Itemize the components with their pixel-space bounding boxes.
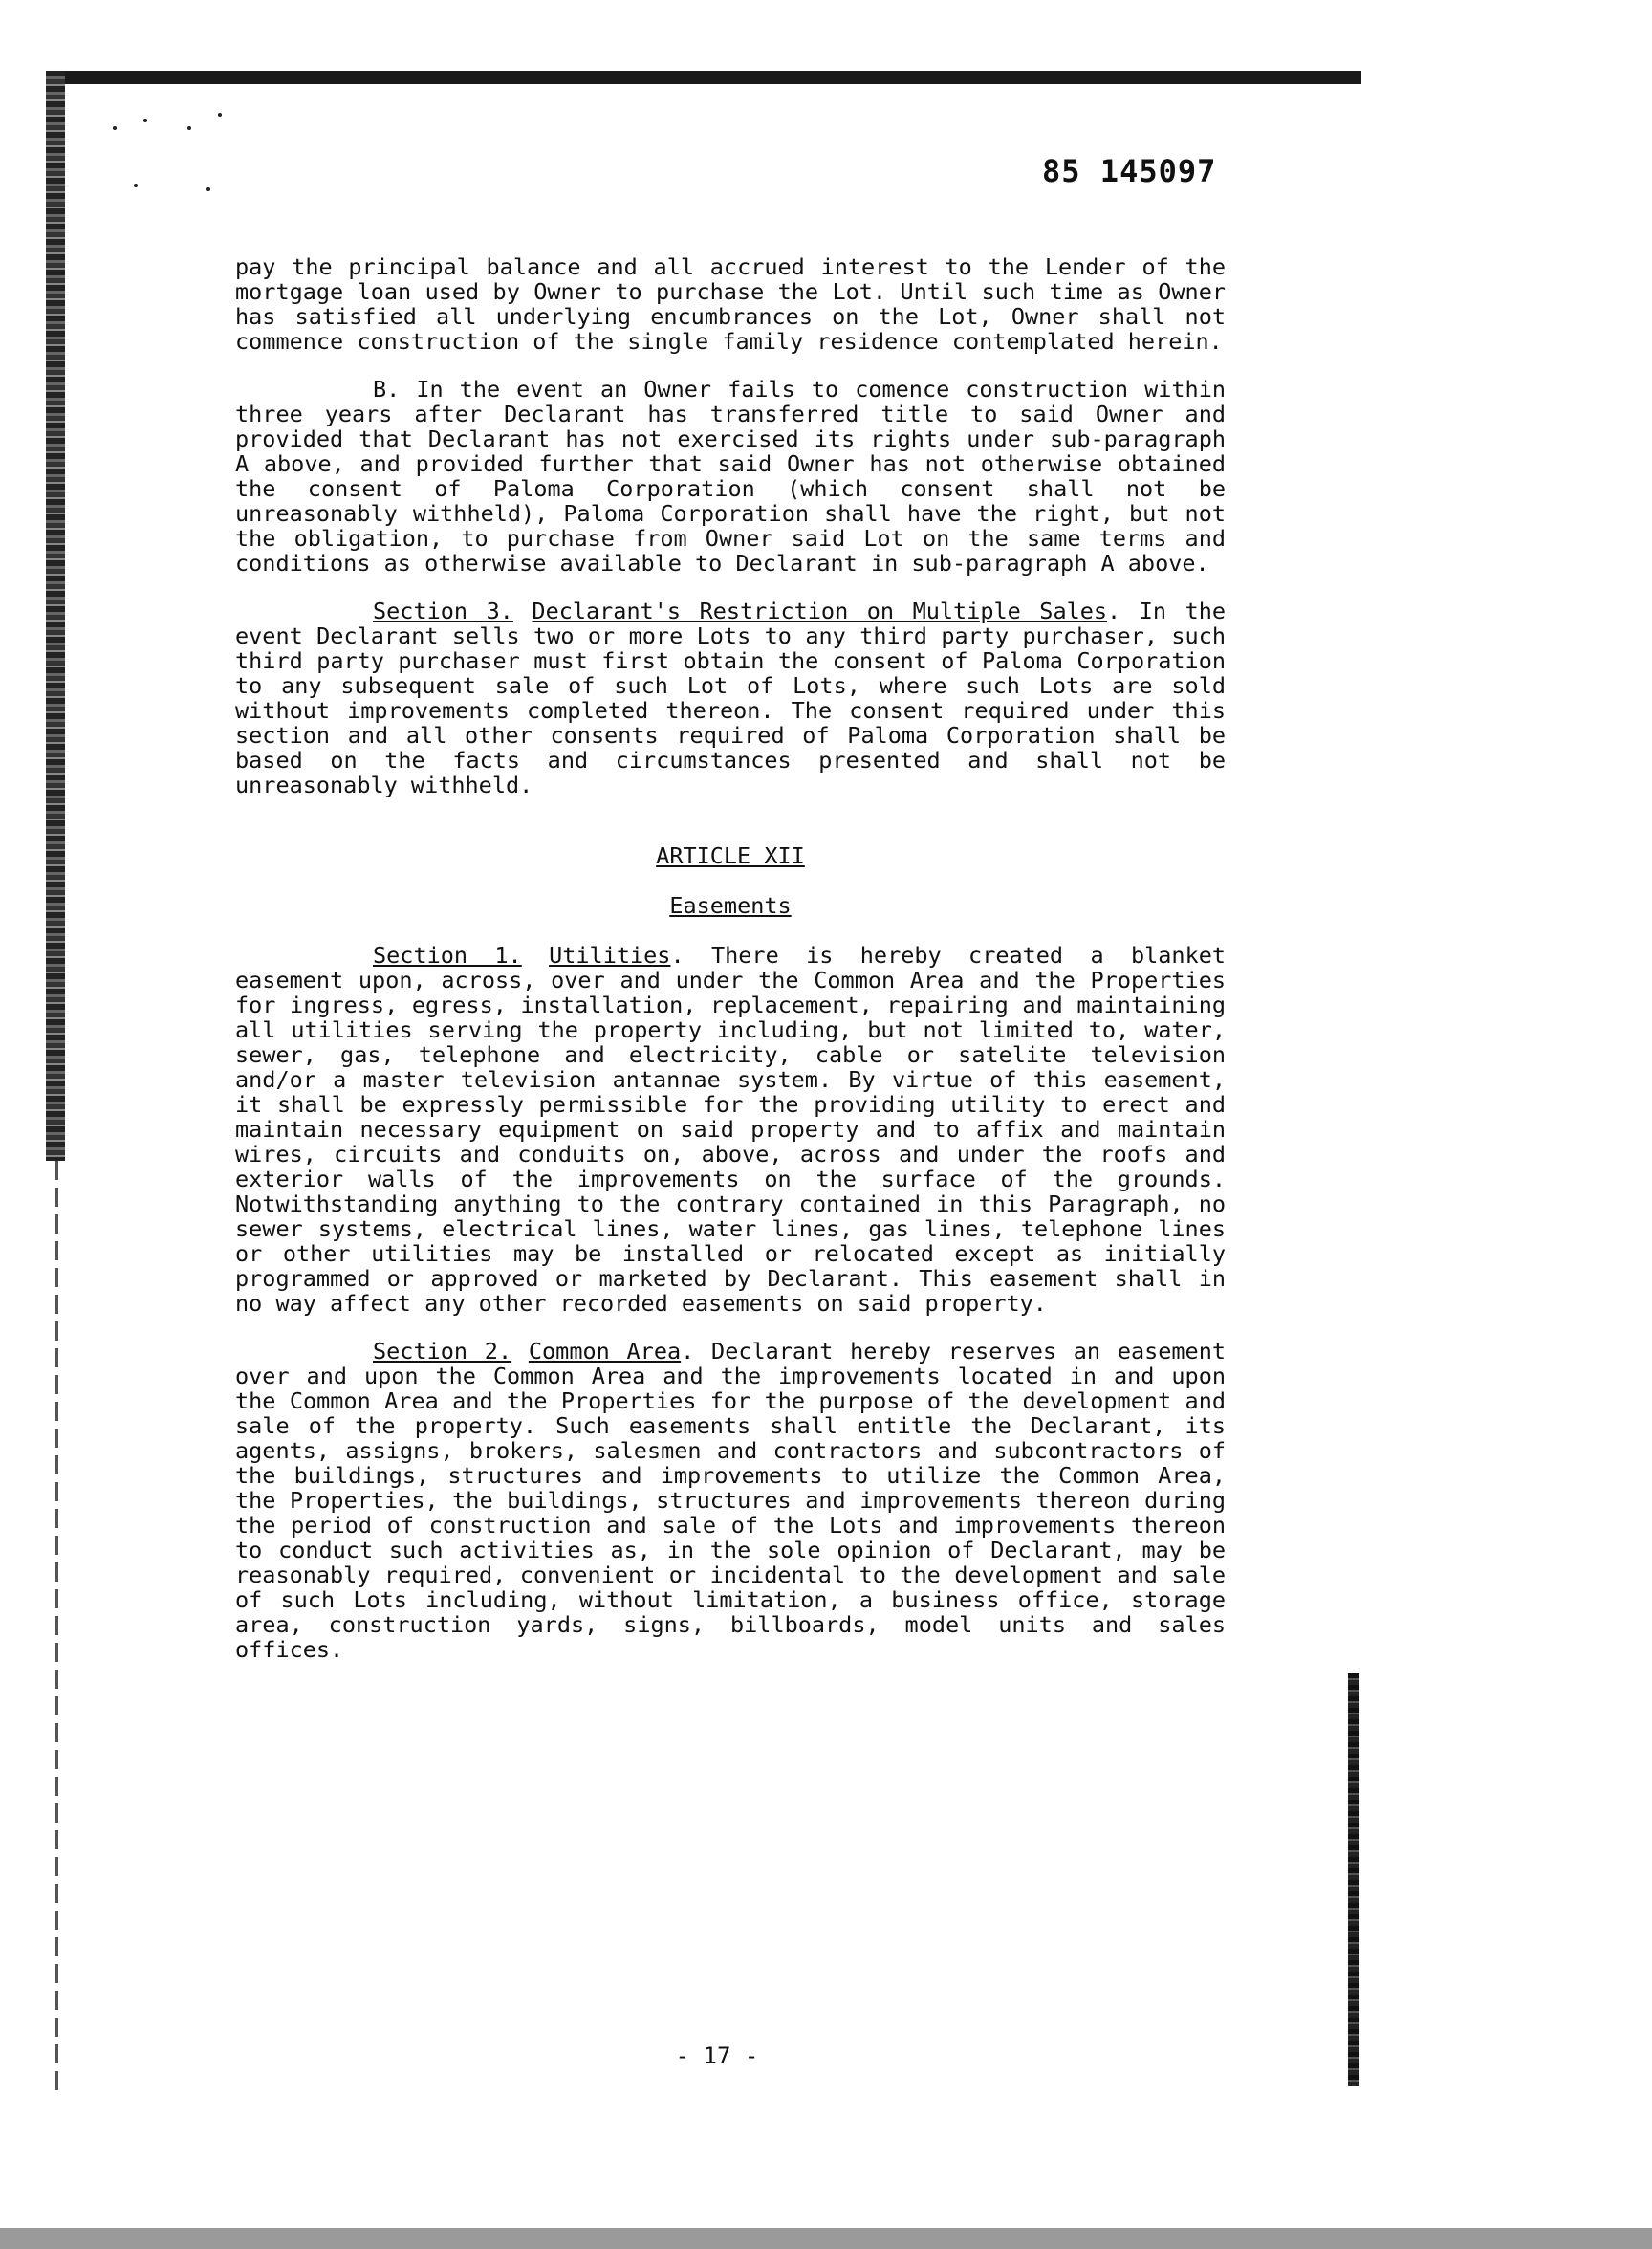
paragraph-continuation: pay the principal balance and all accrued interest to the Lender of the mortgage loan used by Owner to purchase the Lot. Until such time as Owner has satisfied all underlying encumbrances on the Lot, Owner shall not commence construction of the single family residence contemplated herein. <box>235 253 1226 355</box>
scan-border-top <box>46 71 1361 84</box>
page-body <box>235 254 1226 1685</box>
scan-border-right <box>1348 1673 1359 2086</box>
section-1-heading: Utilities <box>549 942 671 969</box>
scan-speck <box>134 184 138 187</box>
section-2-label: Section 2. <box>373 1338 512 1365</box>
scan-border-left <box>46 71 65 1161</box>
scan-speck <box>113 126 117 130</box>
article-subtitle: Easements <box>669 892 792 919</box>
article-title-line <box>235 843 1226 868</box>
article-title: ARTICLE XII <box>656 842 805 869</box>
scan-speck <box>206 187 210 191</box>
scan-border-left-thin <box>55 1161 58 2098</box>
section-2-text: Declarant hereby reserves an easement over and upon the Common Area and the improvements located in and upon the Common Area and the Properties for the purpose of the development and sale of the property. Such easements shall entitle the Declarant, its agents, assigns, brokers, salesmen and contractors and subcontractors of the buildings, structures and improvements to utilize the Common Area, the Properties, the buildings, structures and improvements thereon during the period of construction and sale of the Lots and improvements thereon to conduct such activities as, in the sole opinion of Declarant, may be reasonably required, convenient or incidental to the development and sale of such Lots including, without limitation, a business office, storage area, construction yards, signs, billboards, model units and sales offices. <box>235 1338 1226 1663</box>
section-2-paragraph: Section 2. Common Area. Declarant hereby reserves an easement over and upon the Common Area and the improvements located in and upon the Common Area and the Properties for the purpose of the development and sale of the property. Such easements shall entitle the Declarant, its agents, assigns, brokers, salesmen and contractors and subcontractors of the buildings, structures and improvements to utilize the Common Area, the Properties, the buildings, structures and improvements thereon during the period of construction and sale of the Lots and improvements thereon to conduct such activities as, in the sole opinion of Declarant, may be reasonably required, convenient or incidental to the development and sale of such Lots including, without limitation, a business office, storage area, construction yards, signs, billboards, model units and sales offices. <box>235 1338 1226 1663</box>
section-1-label: Section 1. <box>373 942 522 969</box>
scan-border-bottom <box>0 2228 1652 2249</box>
section-2-heading: Common Area <box>528 1338 682 1365</box>
section-1-paragraph: Section 1. Utilities. There is hereby created a blanket easement upon, across, over and under the Common Area and the Properties for ingress, egress, installation, replacement, repairing and maintaining all utilities serving the property including, but not limited to, water, sewer, gas, telephone and electricity, cable or satelite television and/or a master television antannae system. By virtue of this easement, it shall be expressly permissible for the providing utility to erect and maintain necessary equipment on said property and to affix and maintain wires, circuits and conduits on, above, across and under the roofs and exterior walls of the improvements on the surface of the grounds. Notwithstanding anything to the contrary contained in this Paragraph, no sewer systems, electrical lines, water lines, gas lines, telephone lines or other utilities may be installed or relocated except as initially programmed or approved or marketed by Declarant. This easement shall in no way affect any other recorded easements on said property. <box>235 942 1227 1317</box>
section-3-paragraph: Section 3. Declarant's Restriction on Multiple Sales. In the event Declarant sells two or more Lots to any third party purchaser, such third party purchaser must first obtain the consent of Paloma Corporation to any subsequent sale of such Lot of Lots, where such Lots are sold without improvements completed thereon. The consent required under this section and all other consents required of Paloma Corporation shall be based on the facts and circumstances presented and shall not be unreasonably withheld. <box>235 598 1227 798</box>
section-1-text: There is hereby created a blanket easement upon, across, over and under the Common Area and the Properties for ingress, egress, installation, replacement, repairing and maintaining all utilities serving the property including, but not limited to, water, sewer, gas, telephone and electricity, cable or satelite television and/or a master television antannae system. By virtue of this easement, it shall be expressly permissible for the providing utility to erect and maintain necessary equipment on said property and to affix and maintain wires, circuits and conduits on, above, across and under the roofs and exterior walls of the improvements on the surface of the grounds. Notwithstanding anything to the contrary contained in this Paragraph, no sewer systems, electrical lines, water lines, gas lines, telephone lines or other utilities may be installed or relocated except as initially programmed or approved or marketed by Declarant. This easement shall in no way affect any other recorded easements on said property. <box>235 942 1227 1317</box>
scan-speck <box>218 113 222 117</box>
section-3-heading: Declarant's Restriction on Multiple Sales <box>532 598 1108 624</box>
paragraph-b: B. In the event an Owner fails to comence construction within three years after Declarant has transferred title to said Owner and provided that Declarant has not exercised its rights under sub-paragraph A above, and provided further that said Owner has not otherwise obtained the consent of Paloma Corporation (which consent shall not be unreasonably withheld), Paloma Corporation shall have the right, but not the obligation, to purchase from Owner said Lot on the same terms and conditions as otherwise available to Declarant in sub-paragraph A above. <box>235 376 1226 577</box>
article-subtitle-line <box>235 893 1226 918</box>
section-3-label: Section 3. <box>373 598 513 624</box>
scan-speck <box>187 126 191 130</box>
scan-speck <box>143 119 147 122</box>
document-number: 85 145097 <box>1042 153 1217 189</box>
page-number: - 17 - <box>675 2042 759 2069</box>
section-3-text: In the event Declarant sells two or more Lots to any third party purchaser, such third party purchaser must first obtain the consent of Paloma Corporation to any subsequent sale of such Lot of Lots, where such Lots are sold without improvements completed thereon. The consent required under this section and all other consents required of Paloma Corporation shall be based on the facts and circumstances presented and shall not be unreasonably withheld. <box>235 598 1227 798</box>
